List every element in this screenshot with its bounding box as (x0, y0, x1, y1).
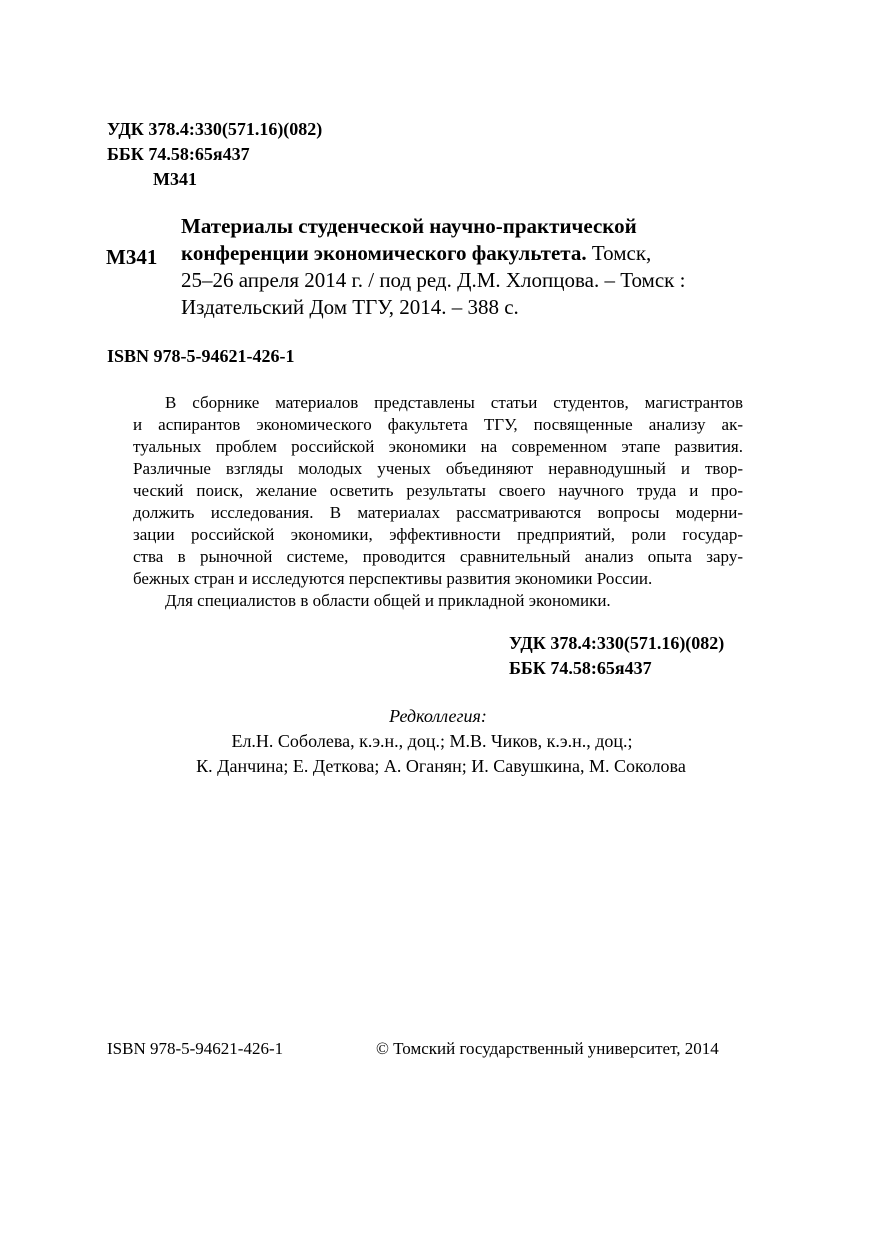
record-title-line2-bold: конференции экономического факультета. (181, 241, 587, 265)
abstract (133, 392, 743, 612)
abstract-line: Различные взгляды молодых ученых объединяют неравнодушный и твор- (133, 459, 743, 478)
abstract-line: должить исследования. В материалах рассматриваются вопросы модерни- (133, 503, 743, 522)
abstract-line: бежных стран и исследуются перспективы развития экономики России. (133, 569, 653, 588)
abstract-line: ства в рыночной системе, проводится сравнительный анализ опыта зару- (133, 547, 743, 566)
author-code-side: М341 (106, 245, 158, 269)
record-title-line1: Материалы студенческой научно-практической (181, 214, 637, 238)
bbk-code-top: ББК 74.58:65я437 (107, 144, 250, 164)
record-title-line2 (181, 240, 761, 267)
abstract-line: ческий поиск, желание осветить результаты своего научного труда и про- (133, 481, 743, 500)
udk-code-top: УДК 378.4:330(571.16)(082) (107, 119, 323, 139)
editorial-board-line2: К. Данчина; Е. Деткова; А. Оганян; И. Савушкина, М. Соколова (196, 756, 686, 776)
copyright-notice: © Томский государственный университет, 2014 (376, 1039, 719, 1058)
author-code-top: М341 (153, 169, 197, 189)
bbk-code-bottom: ББК 74.58:65я437 (509, 658, 652, 678)
editorial-board-line1: Ел.Н. Соболева, к.э.н., доц.; М.В. Чиков, к.э.н., доц.; (231, 731, 633, 751)
record-line3: 25–26 апреля 2014 г. / под ред. Д.М. Хлопцова. – Томск : (181, 268, 686, 292)
abstract-line: туальных проблем российской экономики на современном этапе развития. (133, 437, 743, 456)
record-title-line2-rest: Томск, (586, 241, 652, 265)
abstract-line: и аспирантов экономического факультета ТГУ, посвященные анализу ак- (133, 415, 743, 434)
isbn-top: ISBN 978-5-94621-426-1 (107, 346, 295, 366)
bibliographic-record (181, 213, 761, 321)
isbn-bottom: ISBN 978-5-94621-426-1 (107, 1039, 284, 1058)
udk-code-bottom: УДК 378.4:330(571.16)(082) (509, 633, 725, 653)
record-line4: Издательский Дом ТГУ, 2014. – 388 с. (181, 295, 519, 319)
abstract-line: В сборнике материалов представлены статьи студентов, магистрантов (165, 393, 743, 412)
editorial-board (0, 704, 876, 779)
abstract-line: зации российской экономики, эффективности предприятий, роли государ- (133, 525, 743, 544)
editorial-board-caption: Редколлегия: (389, 706, 487, 726)
abstract-line: Для специалистов в области общей и прикладной экономики. (165, 591, 611, 610)
